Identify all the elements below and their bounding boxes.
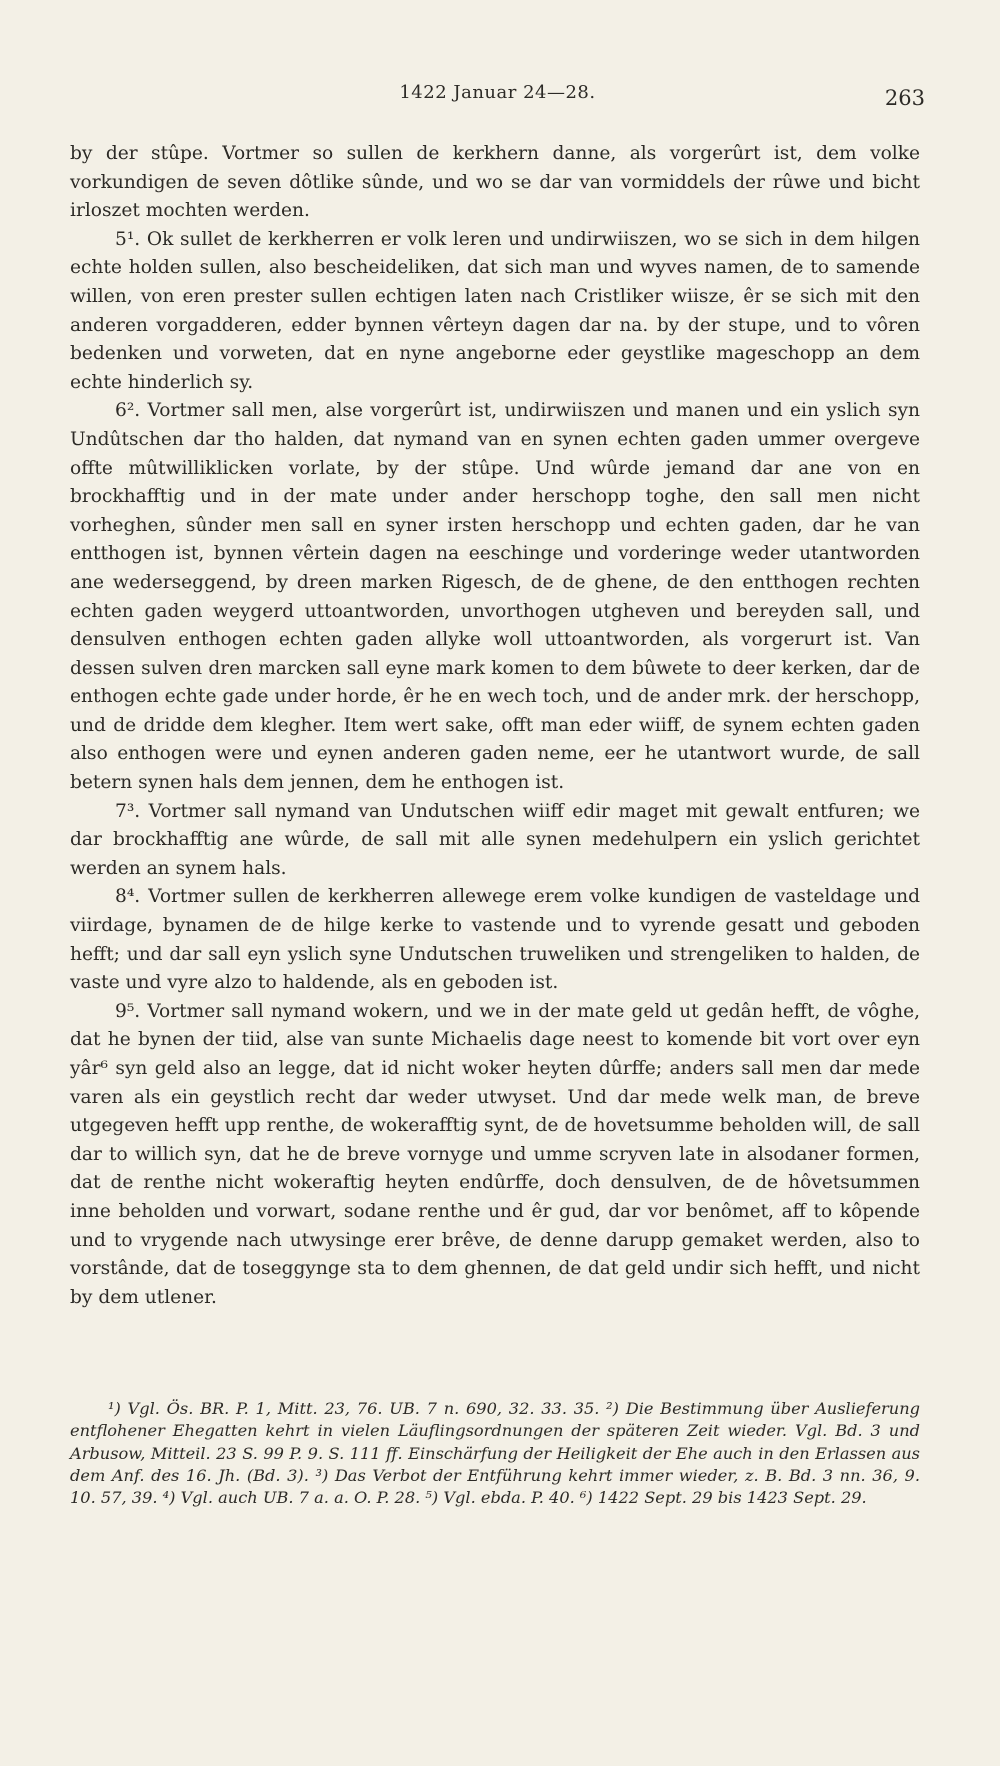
page-number: 263 [884, 86, 925, 110]
body-text [70, 140, 920, 1312]
paragraph-continuation: by der stûpe. Vortmer so sullen de kerkhern danne, als vorgerûrt ist, dem volke vorkundigen de seven dôtlike sûnde, und wo se dar van vormiddels der rûwe und bicht irloszet mochten werden. [70, 143, 920, 222]
paragraph-section-8: 8⁴. Vortmer sullen de kerkherren allewege erem volke kundigen de vasteldage und viirdage, bynamen de de hilge kerke to vastende und to vyrende gesatt und geboden hefft; und dar sall eyn yslich syne Undutschen truweliken und strengeliken to halden, de vaste und vyre alzo to haldende, als en geboden ist. [70, 886, 920, 994]
paragraph-section-5: 5¹. Ok sullet de kerkherren er volk leren und undirwiiszen, wo se sich in dem hilgen echte holden sullen, also bescheideliken, dat sich man und wyves namen, de to samende willen, von eren prester sullen echtigen laten nach Cristliker wiisze, êr se sich mit den anderen vorgadderen, edder bynnen vêrteyn dagen dar na. by der stupe, und to vôren bedenken und vorweten, dat en nyne angeborne eder geystlike mageschopp an dem echte hinderlich sy. [70, 228, 920, 393]
paragraph-section-7: 7³. Vortmer sall nymand van Undutschen wiiff edir maget mit gewalt entfuren; we dar brockhafftig ane wûrde, de sall mit alle synen medehulpern ein yslich gerichtet werden an synem hals. [70, 800, 920, 879]
running-head-title: 1422 Januar 24—28. [399, 82, 596, 103]
paragraph-section-9: 9⁵. Vortmer sall nymand wokern, und we in der mate geld ut gedân hefft, de vôghe, dat he bynen der tiid, alse van sunte Michaelis dage neest to komende bit vort over eyn yâr⁶ syn geld also an legge, dat id nicht woker heyten dûrffe; anders sall men dar mede varen als ein geystlich recht dar weder utwyset. Und dar mede welk man, de breve utgegeven hefft upp renthe, de wokerafftig synt, de de hovetsumme beholden will, de sall dar to willich syn, dat he de breve vornyge und umme scryven late in alsodaner formen, dat de renthe nicht wokeraftig heyten endûrffe, doch densulven, de de hôvetsummen inne beholden und vorwart, sodane renthe und êr gud, dar vor benômet, aff to kôpende und to vrygende nach utwysinge erer brêve, de denne darupp gemaket werden, also to vorstânde, dat de toseggynge sta to dem ghennen, de dat geld undir sich hefft, und nicht by dem utlener. [70, 1000, 920, 1308]
paragraph-section-6: 6². Vortmer sall men, alse vorgerûrt ist, undirwiiszen und manen und ein yslich syn Undûtschen dar tho halden, dat nymand van en synen echten gaden ummer overgeve offte mûtwilliklicken vorlate, by der stûpe. Und wûrde jemand dar ane von en brockhafftig und in der mate under ander herschopp toghe, den sall men nicht vorheghen, sûnder men sall en syner irsten herschopp und echten gaden, dar he van entthogen ist, bynnen vêrtein dagen na eeschinge und vorderinge weder utantworden ane wederseggend, by dreen marken Rigesch, de de ghene, de den entthogen rechten echten gaden weygerd uttoantworden, unvorthogen utgheven und bereyden sall, und densulven enthogen echten gaden allyke woll uttoantworden, als vorgerurt ist. Van dessen sulven dren marcken sall eyne mark komen to dem bûwete to deer kerken, dar de enthogen echte gade under horde, êr he en wech toch, und de ander mrk. der herschopp, und de dridde dem klegher. Item wert sake, offt man eder wiiff, de synem echten gaden also enthogen were und eynen anderen gaden neme, eer he utantwort wurde, de sall betern synen hals dem jennen, dem he enthogen ist. [70, 400, 920, 794]
footnotes: ¹) Vgl. Ös. BR. P. 1, Mitt. 23, 76. UB. 7 n. 690, 32. 33. 35. ²) Die Bestimmung über Auslieferung entflohener Ehegatten kehrt in vielen Läuflingsordnungen der späteren Zeit wieder. Vgl. Bd. 3 und Arbusow, Mitteil. 23 S. 99 P. 9. S. 111 ff. Einschärfung der Heiligkeit der Ehe auch in den Erlassen aus dem Anf. des 16. Jh. (Bd. 3). ³) Das Verbot der Entführung kehrt immer wieder, z. B. Bd. 3 nn. 36, 9. 10. 57, 39. ⁴) Vgl. auch UB. 7 a. a. O. P. 28. ⁵) Vgl. ebda. P. 40. ⁶) 1422 Sept. 29 bis 1423 Sept. 29. [70, 1399, 920, 1508]
running-head [70, 82, 925, 112]
